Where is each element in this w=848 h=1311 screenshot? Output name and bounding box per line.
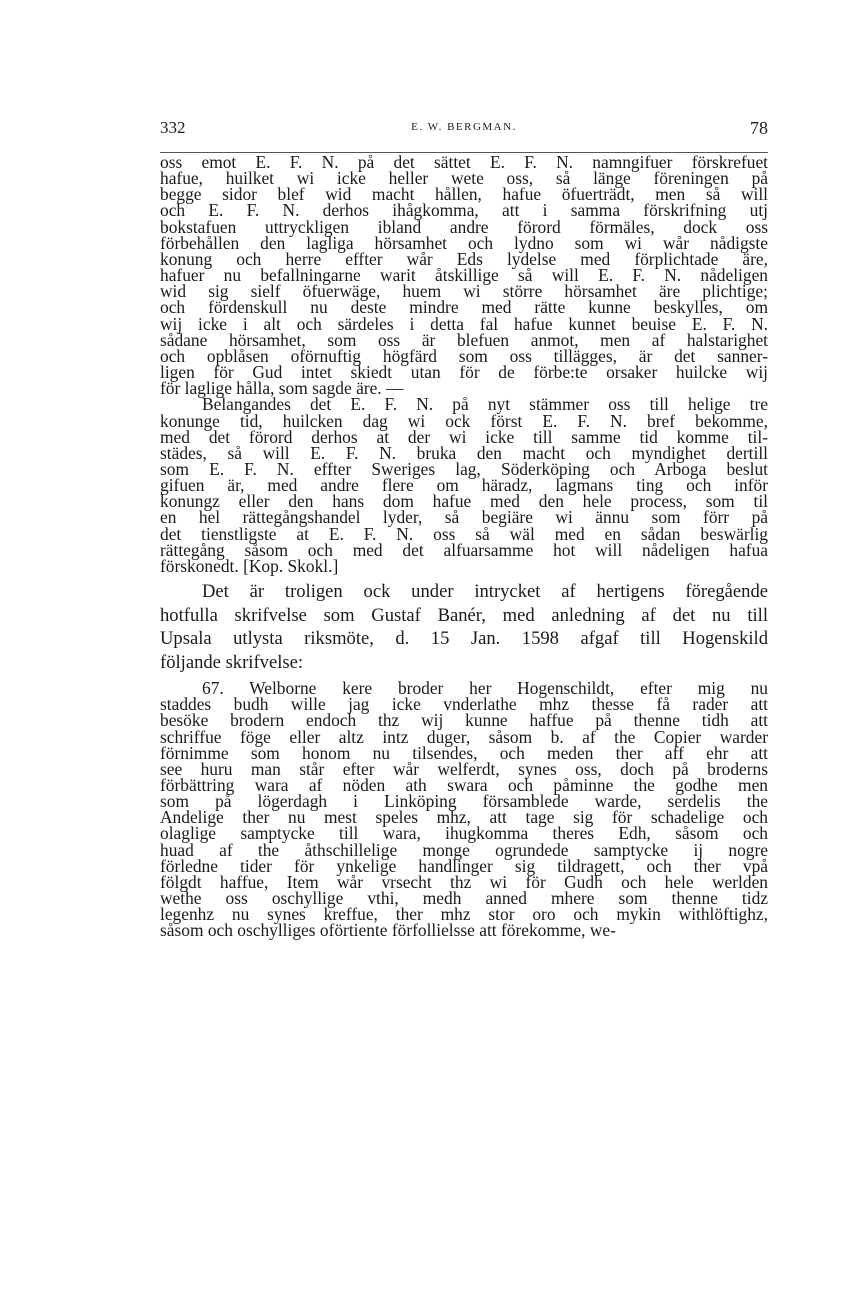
- text-line: såsom och oschylliges oförtiente förfollielsse att förekomme, we-: [160, 920, 616, 941]
- text-line: oss emot E. F. N. på det sättet E. F. N. namngifuer förskrefuet: [160, 152, 768, 172]
- text-line: Upsala utlysta riksmöte, d. 15 Jan. 1598 afgaf till Hogenskild: [160, 628, 768, 650]
- text-line: förbättring wara af nöden ath swara och påminne the godhe men: [160, 775, 768, 795]
- text-line: begge sidor blef wid macht hållen, hafue öfuerträdt, men så will: [160, 184, 768, 205]
- text-line: med det förord derhos at der wi icke till samme tid komme til-: [160, 426, 768, 447]
- text-line: och fördenskull nu deste mindre med rätte kunne beskylles, om: [160, 297, 768, 318]
- text-line: gifuen är, med andre flere om häradz, lagmans ting och inför: [160, 475, 768, 496]
- letter-paragraph: [160, 152, 768, 399]
- text-line: konung och herre effter wår Eds lydelse med förplichtade äre,: [160, 248, 768, 269]
- body-text: [160, 154, 768, 939]
- text-line: rättegång såsom och med det alfuarsamme hot will nådeligen hafua: [160, 539, 768, 560]
- text-line: konunge tid, huilcken dag wi ock först E. F. N. bref bekomme,: [160, 410, 768, 431]
- text-line: staddes budh wille jag icke vnderlathe mhz thesse få rader att: [160, 694, 768, 715]
- text-line: som på lögerdagh i Linköping församblede warde, serdelis the: [160, 791, 768, 812]
- text-line: hotfulla skrifvelse som Gustaf Banér, med anledning af det nu till: [160, 604, 768, 626]
- journal-number: 78: [750, 118, 768, 138]
- running-head: E. W. BERGMAN.: [411, 121, 517, 133]
- text-line: fölgdt haffue, Item wår vrsecht thz wi för Gudh och hele werlden: [160, 871, 768, 892]
- text-line: förnimme som honom nu tilsendes, och meden ther aff ehr att: [160, 742, 768, 763]
- text-line: hafuer nu befallningarne warit åtskillige så will E. F. N. nådeligen: [160, 265, 768, 286]
- text-line: sådane hörsamhet, som oss är blefuen anmot, men af halstarighet: [160, 329, 768, 350]
- text-line: wethe oss oschyllige vthi, medh anned mhere som thenne tidz: [160, 888, 768, 909]
- text-line: en hel rättegångshandel lyder, så begiäre wi ännu som förr på: [160, 507, 768, 528]
- text-line: besöke brodern endoch thz wij kunne haffue på thenne tidh att: [160, 710, 768, 731]
- text-line: det tienstligste at E. F. N. oss så wäl med en sådan beswärlig: [160, 523, 768, 544]
- text-line: Belangandes det E. F. N. på nyt stämmer oss till helige tre: [202, 394, 768, 415]
- text-line: see huru man står efter wår welferdt, synes oss, doch på broderns: [160, 758, 768, 779]
- text-line: ligen för Gud intet skiedt utan för de förbe:te orsaker huilcke wij: [160, 362, 768, 383]
- letter-paragraph: [160, 396, 768, 574]
- text-line: wid sig sielf öfuerwäge, huem wi större hörsamhet äre plichtige;: [160, 281, 768, 302]
- text-line: städes, så will E. F. N. bruka den macht och myndighet dertill: [160, 442, 768, 463]
- page-number: 332: [160, 118, 186, 137]
- text-line: som E. F. N. effter Sweriges lag, Söderköping och Arboga beslut: [160, 458, 768, 479]
- text-line: bokstafuen uttryckligen ibland andre förord förmäles, dock oss: [160, 216, 768, 237]
- text-line: för laglige hålla, som sagde äre. —: [160, 378, 404, 399]
- text-line: huad af the åthschillelige monge ogrundede samptycke ij nogre: [160, 839, 768, 860]
- text-line: 67. Welborne kere broder her Hogenschildt, efter mig nu: [202, 678, 768, 699]
- text-line: och opblåsen oförnuftig högfärd som oss tillägges, är det sanner-: [160, 345, 768, 366]
- text-line: legenhz nu synes kreffue, ther mhz stor oro och mykin withlöftighz,: [160, 904, 768, 925]
- text-line: konungz eller den hans dom hafue med den hele process, som til: [160, 491, 768, 512]
- text-line: wij icke i alt och särdeles i detta fal hafue kunnet beuise E. F. N.: [160, 313, 768, 334]
- text-line: följande skrifvelse:: [160, 651, 304, 673]
- text-line: hafue, huilket wi icke heller wete oss, så länge föreningen på: [160, 168, 768, 189]
- text-line: olaglige samptycke till wara, ihugkomma theres Edh, såsom och: [160, 823, 768, 844]
- page-header: [160, 118, 768, 142]
- text-line: schriffue föge eller altz intz duger, såsom b. af the Copier warder: [160, 726, 768, 747]
- text-line: Det är troligen ock under intrycket af hertigens föregående: [202, 581, 768, 603]
- text-line: förledne tider för ynkelige handlinger sig tildragett, och ther vpå: [160, 855, 768, 876]
- commentary-paragraph: [160, 580, 768, 674]
- text-line: Andelige ther nu mest speles mhz, att tage sig för schadelige och: [160, 807, 768, 828]
- text-line: förskonedt. [Kop. Skokl.]: [160, 555, 339, 576]
- text-line: och E. F. N. derhos ihågkomma, att i samma förskrifning utj: [160, 200, 768, 221]
- letter-paragraph: [160, 680, 768, 939]
- text-line: förbehållen den lagliga hörsamhet och lydno som wi wår nådigste: [160, 232, 768, 253]
